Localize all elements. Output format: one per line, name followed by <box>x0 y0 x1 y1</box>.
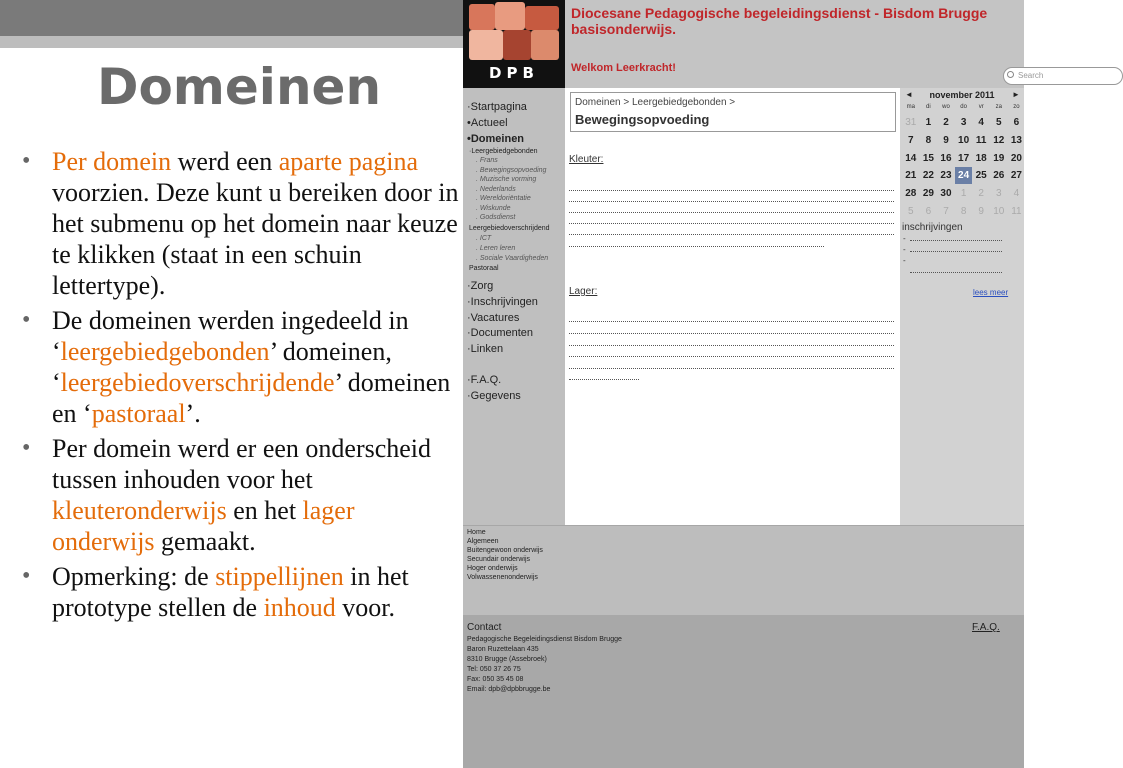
placeholder-dotted-line <box>569 190 894 191</box>
highlighted-term: kleuteronderwijs <box>52 496 227 525</box>
nav-item[interactable]: . Leren leren <box>476 245 516 252</box>
placeholder-dotted-line <box>569 356 894 357</box>
calendar-day[interactable]: 3 <box>960 117 967 128</box>
bullet-text: voor. <box>335 593 396 622</box>
calendar-weekday: ma <box>906 104 915 110</box>
placeholder-dotted-line <box>569 234 894 235</box>
nav-item[interactable]: ·Linken <box>467 343 504 355</box>
calendar-day[interactable]: 5 <box>908 206 914 217</box>
calendar-weekday: wo <box>942 104 950 110</box>
nav-item[interactable]: Pastoraal <box>469 265 499 272</box>
contact-title: Contact <box>467 622 502 633</box>
nav-item[interactable]: . Nederlands <box>476 186 516 193</box>
nav-item[interactable]: . Wereldoriëntatie <box>476 195 531 202</box>
placeholder-dotted-line <box>569 246 824 247</box>
prototype-screenshot <box>463 0 1044 768</box>
bullet-text: werd een <box>171 147 279 176</box>
calendar-day[interactable]: 17 <box>958 152 970 164</box>
placeholder-dotted-line <box>910 240 1002 241</box>
calendar-day[interactable]: 10 <box>993 206 1005 217</box>
placeholder-dotted-line <box>569 212 894 213</box>
highlighted-term: aparte pagina <box>278 147 419 176</box>
site-title: Diocesane Pedagogische begeleidingsdienst - Bisdom Brugge basisonderwijs. <box>571 5 988 37</box>
calendar-weekday: zo <box>1013 104 1020 110</box>
highlighted-term: leergebiedgebonden <box>60 337 270 366</box>
calendar-day[interactable]: 3 <box>996 188 1002 200</box>
dpb-logo <box>463 0 565 88</box>
calendar-day[interactable]: 22 <box>922 170 934 182</box>
left-navigation <box>463 88 565 525</box>
placeholder-dotted-line <box>910 272 1002 273</box>
page-title: Bewegingsopvoeding <box>575 112 710 127</box>
calendar-day[interactable]: 11 <box>1011 206 1022 217</box>
bullet-text: De domeinen werden ingedeeld in ‘ <box>52 306 409 366</box>
footer-links <box>463 525 1024 615</box>
calendar-day[interactable]: 14 <box>905 152 917 164</box>
contact-line: Email: dpb@dpbbrugge.be <box>467 686 551 693</box>
bullet-text: Per domein werd er een onderscheid tussen inhouden voor het <box>52 434 432 494</box>
calendar-day[interactable]: 6 <box>925 206 932 217</box>
calendar-day[interactable]: 4 <box>978 117 984 128</box>
bullet-text: ’ domeinen, ‘ <box>52 337 392 397</box>
calendar-day[interactable]: 25 <box>975 170 987 182</box>
calendar-day[interactable]: 8 <box>925 134 932 146</box>
lees-meer-link[interactable]: lees meer <box>973 288 1009 297</box>
calendar-day[interactable]: 4 <box>1013 188 1020 200</box>
highlighted-term: stippellijnen <box>215 562 344 591</box>
calendar-day[interactable]: 2 <box>943 117 949 128</box>
bullet-text: gemaakt. <box>154 527 256 556</box>
calendar-weekday: do <box>960 104 967 110</box>
calendar-weekday: za <box>995 104 1002 110</box>
nav-item[interactable]: •Domeinen <box>467 133 525 145</box>
highlighted-term: Per domein <box>52 147 172 176</box>
footer-link[interactable]: Home <box>467 529 486 536</box>
calendar-weekday: di <box>926 104 931 110</box>
calendar-day[interactable]: 9 <box>978 206 984 217</box>
kleuter-label: Kleuter: <box>569 154 604 165</box>
slide-top-bar-light <box>0 36 463 48</box>
placeholder-dotted-line <box>569 345 894 346</box>
contact-line: Pedagogische Begeleidingsdienst Bisdom Brugge <box>467 636 622 643</box>
calendar-day[interactable]: 7 <box>908 134 914 146</box>
footer-link[interactable]: Algemeen <box>467 538 499 545</box>
bullet-item <box>22 305 462 429</box>
breadcrumb[interactable]: Domeinen > Leergebiedgebonden > <box>575 97 736 108</box>
calendar-day[interactable]: 29 <box>922 188 934 200</box>
placeholder-dotted-line <box>569 321 894 322</box>
highlighted-term: leergebiedoverschrijdende <box>60 368 335 397</box>
bullet-list <box>22 146 462 627</box>
placeholder-dotted-line <box>569 368 894 369</box>
calendar-day[interactable]: 30 <box>940 188 952 200</box>
calendar-next-icon[interactable]: ► <box>1012 90 1020 99</box>
highlighted-term: pastoraal <box>91 399 186 428</box>
bullet-text: ’ domeinen en ‘ <box>52 368 451 428</box>
lager-label: Lager: <box>569 286 598 297</box>
calendar-day[interactable]: 5 <box>996 117 1002 128</box>
nav-item[interactable]: ·Zorg <box>467 280 494 292</box>
search-input[interactable]: Search <box>1003 67 1123 85</box>
nav-item[interactable]: •Actueel <box>467 117 508 129</box>
nav-item[interactable]: . Bewegingsopvoeding <box>476 167 547 174</box>
slide-title: Domeinen <box>96 58 382 116</box>
highlighted-term: lager onderwijs <box>52 496 355 556</box>
calendar-day[interactable]: 2 <box>978 188 984 200</box>
nav-item[interactable]: . Wiskunde <box>476 205 511 212</box>
calendar-day[interactable]: 19 <box>993 152 1005 164</box>
contact-line: Tel: 050 37 26 75 <box>467 666 521 673</box>
calendar-day[interactable]: 7 <box>943 206 949 217</box>
calendar-day[interactable]: 10 <box>958 134 970 146</box>
bullet-text: Opmerking: de <box>52 562 216 591</box>
placeholder-dotted-line <box>569 333 894 334</box>
bullet-item <box>22 433 462 557</box>
bullet-item <box>22 146 462 301</box>
nav-item[interactable]: . Muzische vorming <box>476 176 537 183</box>
nav-item[interactable]: ·Inschrijvingen <box>467 296 538 308</box>
calendar-day[interactable]: 1 <box>925 117 932 128</box>
nav-item[interactable]: ·Vacatures <box>467 312 520 324</box>
inschrijvingen-title: inschrijvingen <box>902 222 963 233</box>
calendar-day[interactable]: 12 <box>993 134 1005 146</box>
calendar-month: november 2011 <box>929 90 995 100</box>
calendar-day[interactable]: 20 <box>1010 152 1022 164</box>
nav-item[interactable]: ·Gegevens <box>467 390 521 402</box>
nav-item[interactable]: . Frans <box>476 157 498 164</box>
bullet-text: ’. <box>185 399 201 428</box>
calendar-day[interactable]: 26 <box>993 170 1005 182</box>
slide-top-bar <box>0 0 463 36</box>
placeholder-dotted-line <box>569 201 894 202</box>
contact-footer <box>463 615 1024 768</box>
main-content <box>565 88 900 525</box>
nav-item[interactable]: ·F.A.Q. <box>467 374 502 386</box>
footer-link[interactable]: Hoger onderwijs <box>467 565 518 572</box>
calendar-prev-icon[interactable]: ◄ <box>905 90 913 99</box>
calendar-day[interactable]: 23 <box>940 170 952 182</box>
search-icon <box>1007 71 1014 78</box>
bullet-item <box>22 561 462 623</box>
inschrijving-mark: - <box>903 256 906 265</box>
calendar-day[interactable]: 27 <box>1010 170 1022 182</box>
calendar-day[interactable]: 9 <box>943 134 949 146</box>
site-header <box>565 0 1044 88</box>
inschrijving-mark: - <box>903 234 906 243</box>
nav-item[interactable]: ·Startpagina <box>467 101 527 113</box>
nav-item[interactable]: . Sociale Vaardigheden <box>476 255 549 262</box>
inschrijving-mark: - <box>903 245 906 254</box>
welcome-message: Welkom Leerkracht! <box>571 62 676 74</box>
nav-item[interactable]: . ICT <box>476 235 492 242</box>
calendar-day[interactable]: 15 <box>922 152 934 164</box>
contact-line: Baron Ruzettelaan 435 <box>467 646 539 653</box>
calendar-day[interactable]: 11 <box>975 134 987 146</box>
calendar-day[interactable]: 24 <box>955 167 973 184</box>
calendar-day[interactable]: 13 <box>1010 134 1022 146</box>
footer-link[interactable]: Buitengewoon onderwijs <box>467 547 543 554</box>
calendar-day[interactable]: 1 <box>960 188 967 200</box>
nav-item[interactable]: Leergebiedoverschrijdend <box>469 225 550 232</box>
placeholder-dotted-line <box>910 251 1002 252</box>
contact-line: Fax: 050 35 45 08 <box>467 676 524 683</box>
faq-link[interactable]: F.A.Q. <box>972 622 1000 633</box>
calendar-day[interactable]: 28 <box>905 188 917 200</box>
highlighted-term: inhoud <box>263 593 336 622</box>
calendar-panel <box>900 88 1024 525</box>
calendar-day[interactable]: 21 <box>905 170 917 182</box>
calendar-day[interactable]: 6 <box>1013 117 1020 128</box>
placeholder-dotted-line <box>569 379 639 380</box>
calendar-weekday: vr <box>978 104 984 110</box>
nav-item[interactable]: ·Leergebiedgebonden <box>469 148 538 155</box>
placeholder-dotted-line <box>569 223 894 224</box>
calendar-day[interactable]: 8 <box>960 206 967 217</box>
calendar-day[interactable]: 18 <box>975 152 987 164</box>
footer-link[interactable]: Secundair onderwijs <box>467 556 531 563</box>
bullet-text: en het <box>226 496 303 525</box>
nav-item[interactable]: ·Documenten <box>467 327 534 339</box>
footer-link[interactable]: Volwassenenonderwijs <box>467 574 538 581</box>
calendar-day[interactable]: 16 <box>940 152 952 164</box>
contact-line: 8310 Brugge (Assebroek) <box>467 656 547 663</box>
bullet-text: in het prototype stellen de <box>52 562 409 622</box>
breadcrumb-box <box>570 92 896 132</box>
nav-item[interactable]: . Godsdienst <box>476 214 516 221</box>
calendar-day[interactable]: 31 <box>905 117 917 128</box>
logo-text: DPB <box>489 64 539 82</box>
bullet-text: voorzien. Deze kunt u bereiken door in het submenu op het domein naar keuze te klikken (staat in een schuin lettertype). <box>52 178 459 300</box>
